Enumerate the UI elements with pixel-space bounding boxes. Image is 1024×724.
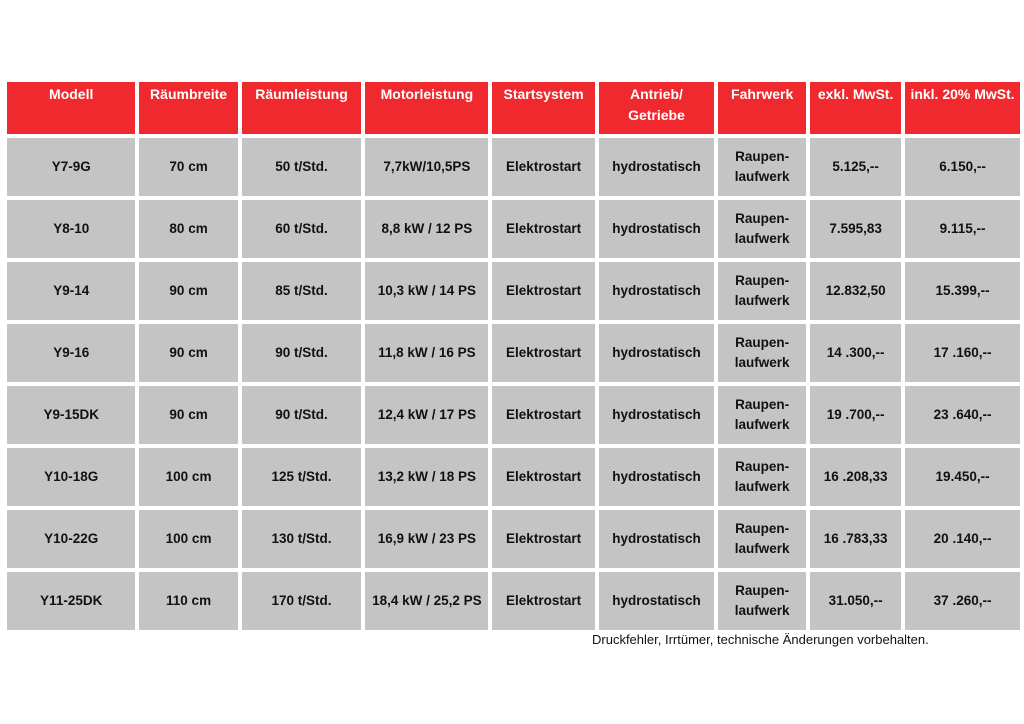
cell-exkl-mwst: 14 .300,--: [810, 324, 901, 382]
cell-inkl-mwst: 17 .160,--: [905, 324, 1020, 382]
cell-fahrwerk: Raupen- laufwerk: [718, 572, 806, 630]
cell-startsystem: Elektrostart: [492, 572, 594, 630]
cell-antrieb: hydrostatisch: [599, 386, 715, 444]
cell-modell: Y8-10: [7, 200, 135, 258]
header-inkl-mwst: inkl. 20% MwSt.: [905, 82, 1020, 134]
footnote: Druckfehler, Irrtümer, technische Änderungen vorbehalten.: [592, 632, 929, 647]
table-row: [7, 572, 1020, 630]
cell-modell: Y7-9G: [7, 138, 135, 196]
cell-modell: Y9-15DK: [7, 386, 135, 444]
header-raeumbreite: Räumbreite: [139, 82, 237, 134]
table-row: [7, 262, 1020, 320]
cell-inkl-mwst: 9.115,--: [905, 200, 1020, 258]
cell-raeumleistung: 90 t/Std.: [242, 324, 362, 382]
table-row: [7, 510, 1020, 568]
cell-startsystem: Elektrostart: [492, 386, 594, 444]
cell-raeumbreite: 70 cm: [139, 138, 237, 196]
cell-raeumbreite: 90 cm: [139, 262, 237, 320]
cell-exkl-mwst: 19 .700,--: [810, 386, 901, 444]
cell-raeumleistung: 90 t/Std.: [242, 386, 362, 444]
cell-raeumbreite: 80 cm: [139, 200, 237, 258]
header-exkl-mwst: exkl. MwSt.: [810, 82, 901, 134]
cell-exkl-mwst: 31.050,--: [810, 572, 901, 630]
table-row: [7, 386, 1020, 444]
cell-motorleistung: 7,7kW/10,5PS: [365, 138, 488, 196]
cell-motorleistung: 18,4 kW / 25,2 PS: [365, 572, 488, 630]
cell-exkl-mwst: 16 .783,33: [810, 510, 901, 568]
header-raeumleistung: Räumleistung: [242, 82, 362, 134]
cell-inkl-mwst: 6.150,--: [905, 138, 1020, 196]
cell-antrieb: hydrostatisch: [599, 138, 715, 196]
cell-antrieb: hydrostatisch: [599, 510, 715, 568]
table-row: [7, 138, 1020, 196]
cell-fahrwerk: Raupen- laufwerk: [718, 324, 806, 382]
cell-fahrwerk: Raupen- laufwerk: [718, 200, 806, 258]
cell-modell: Y10-22G: [7, 510, 135, 568]
cell-motorleistung: 12,4 kW / 17 PS: [365, 386, 488, 444]
cell-antrieb: hydrostatisch: [599, 262, 715, 320]
cell-exkl-mwst: 7.595,83: [810, 200, 901, 258]
cell-modell: Y11-25DK: [7, 572, 135, 630]
header-motorleistung: Motorleistung: [365, 82, 488, 134]
cell-fahrwerk: Raupen- laufwerk: [718, 448, 806, 506]
cell-inkl-mwst: 37 .260,--: [905, 572, 1020, 630]
cell-raeumbreite: 100 cm: [139, 510, 237, 568]
cell-motorleistung: 11,8 kW / 16 PS: [365, 324, 488, 382]
cell-startsystem: Elektrostart: [492, 262, 594, 320]
cell-fahrwerk: Raupen- laufwerk: [718, 262, 806, 320]
header-startsystem: Startsystem: [492, 82, 594, 134]
cell-antrieb: hydrostatisch: [599, 448, 715, 506]
header-fahrwerk: Fahrwerk: [718, 82, 806, 134]
cell-startsystem: Elektrostart: [492, 138, 594, 196]
cell-startsystem: Elektrostart: [492, 200, 594, 258]
cell-inkl-mwst: 19.450,--: [905, 448, 1020, 506]
cell-raeumbreite: 100 cm: [139, 448, 237, 506]
cell-modell: Y10-18G: [7, 448, 135, 506]
cell-raeumbreite: 110 cm: [139, 572, 237, 630]
cell-exkl-mwst: 16 .208,33: [810, 448, 901, 506]
cell-inkl-mwst: 23 .640,--: [905, 386, 1020, 444]
cell-fahrwerk: Raupen- laufwerk: [718, 510, 806, 568]
cell-startsystem: Elektrostart: [492, 324, 594, 382]
price-table: [3, 78, 1024, 634]
cell-modell: Y9-14: [7, 262, 135, 320]
table-row: [7, 448, 1020, 506]
cell-fahrwerk: Raupen- laufwerk: [718, 138, 806, 196]
cell-antrieb: hydrostatisch: [599, 200, 715, 258]
cell-raeumleistung: 170 t/Std.: [242, 572, 362, 630]
cell-raeumleistung: 130 t/Std.: [242, 510, 362, 568]
table-header-row: [7, 82, 1020, 134]
cell-startsystem: Elektrostart: [492, 510, 594, 568]
table-row: [7, 200, 1020, 258]
cell-inkl-mwst: 15.399,--: [905, 262, 1020, 320]
cell-raeumbreite: 90 cm: [139, 386, 237, 444]
cell-motorleistung: 8,8 kW / 12 PS: [365, 200, 488, 258]
cell-antrieb: hydrostatisch: [599, 324, 715, 382]
header-modell: Modell: [7, 82, 135, 134]
cell-motorleistung: 16,9 kW / 23 PS: [365, 510, 488, 568]
cell-raeumleistung: 85 t/Std.: [242, 262, 362, 320]
cell-raeumleistung: 50 t/Std.: [242, 138, 362, 196]
header-antrieb: Antrieb/ Getriebe: [599, 82, 715, 134]
cell-fahrwerk: Raupen- laufwerk: [718, 386, 806, 444]
cell-motorleistung: 10,3 kW / 14 PS: [365, 262, 488, 320]
cell-raeumleistung: 60 t/Std.: [242, 200, 362, 258]
cell-exkl-mwst: 12.832,50: [810, 262, 901, 320]
cell-inkl-mwst: 20 .140,--: [905, 510, 1020, 568]
table-body: [7, 138, 1020, 630]
table-row: [7, 324, 1020, 382]
cell-antrieb: hydrostatisch: [599, 572, 715, 630]
cell-startsystem: Elektrostart: [492, 448, 594, 506]
cell-raeumleistung: 125 t/Std.: [242, 448, 362, 506]
cell-modell: Y9-16: [7, 324, 135, 382]
cell-exkl-mwst: 5.125,--: [810, 138, 901, 196]
cell-raeumbreite: 90 cm: [139, 324, 237, 382]
cell-motorleistung: 13,2 kW / 18 PS: [365, 448, 488, 506]
